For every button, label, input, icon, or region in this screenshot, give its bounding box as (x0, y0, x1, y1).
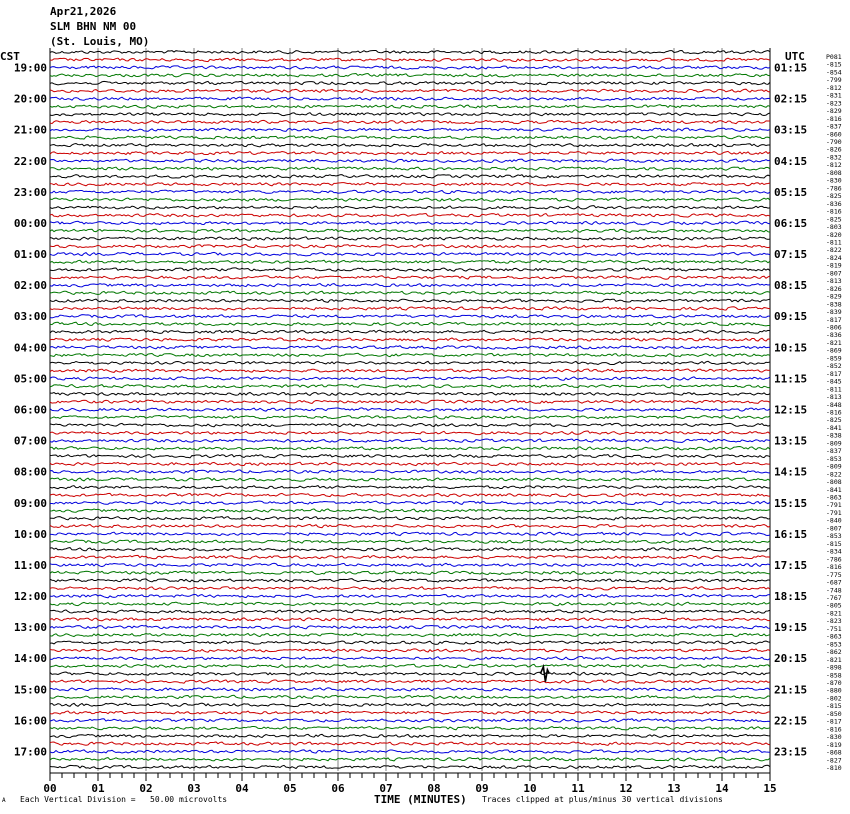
left-hour-label: 06:00 (13, 403, 47, 417)
trace-value-label: -802 (826, 694, 842, 703)
seismic-trace (50, 664, 770, 668)
trace-value-label: -831 (826, 91, 842, 100)
seismic-trace (50, 128, 770, 131)
seismic-trace (50, 470, 770, 473)
trace-value-label: -791 (826, 501, 842, 510)
trace-value-label: -816 (826, 408, 842, 417)
left-hour-label: 15:00 (13, 683, 47, 697)
left-hour-label: 23:00 (13, 185, 47, 199)
seismic-trace (50, 610, 770, 613)
trace-value-label: -811 (826, 238, 842, 247)
trace-value-label: -880 (826, 686, 842, 695)
seismic-trace (50, 455, 770, 458)
x-axis-title: TIME (MINUTES) (374, 793, 467, 806)
seismic-trace (50, 206, 770, 210)
seismic-trace (50, 361, 770, 364)
seismic-trace (50, 734, 770, 737)
right-hour-label: 12:15 (774, 403, 808, 417)
right-hour-label: 02:15 (774, 92, 808, 106)
x-tick-label: 01 (91, 782, 105, 795)
seismic-trace (50, 190, 770, 193)
trace-value-label: -816 (826, 563, 842, 572)
seismic-trace (50, 144, 770, 147)
x-tick-label: 03 (187, 782, 201, 795)
seismic-trace (50, 587, 770, 590)
trace-value-label: -827 (826, 756, 842, 765)
trace-value-label: -858 (826, 671, 842, 680)
trace-value-label: -841 (826, 423, 842, 432)
trace-value-label: -848 (826, 400, 842, 409)
scale-note: Each Vertical Division = 50.00 microvolts (20, 795, 228, 804)
seismic-trace (50, 602, 770, 605)
seismic-trace (50, 284, 770, 287)
seismic-trace (50, 446, 770, 450)
trace-value-label: -826 (826, 284, 842, 293)
seismic-trace (50, 618, 770, 621)
seismic-trace (50, 276, 770, 279)
left-hour-label: 08:00 (13, 465, 47, 479)
trace-value-label: -853 (826, 532, 842, 541)
trace-value-label: -817 (826, 315, 842, 324)
seismic-trace (50, 719, 770, 722)
trace-value-label: -869 (826, 346, 842, 355)
seismic-trace (50, 97, 770, 100)
seismic-trace (50, 672, 770, 676)
trace-value-label: -845 (826, 377, 842, 386)
trace-value-label: -751 (826, 624, 842, 633)
left-hour-label: 09:00 (13, 496, 47, 510)
trace-value-label: -859 (826, 354, 842, 363)
trace-value-label: -775 (826, 570, 842, 579)
trace-value-label: -829 (826, 292, 842, 301)
trace-value-label: -815 (826, 702, 842, 711)
seismic-trace (50, 322, 770, 326)
seismic-trace (50, 462, 770, 465)
seismic-trace (50, 221, 770, 225)
clip-note: Traces clipped at plus/minus 30 vertical divisions (482, 795, 723, 804)
seismic-trace (50, 245, 770, 248)
seismic-trace (50, 385, 770, 388)
seismic-trace (50, 509, 770, 512)
seismic-trace (50, 346, 770, 350)
trace-value-label: -816 (826, 207, 842, 216)
seismic-trace (50, 81, 770, 84)
seismic-trace (50, 112, 770, 115)
seismic-trace (50, 291, 770, 294)
trace-value-label: -825 (826, 192, 842, 201)
seismic-trace (50, 120, 770, 123)
left-hour-label: 12:00 (13, 590, 47, 604)
trace-value-label: -813 (826, 277, 842, 286)
seismic-trace (50, 353, 770, 356)
left-hour-label: 05:00 (13, 372, 47, 386)
trace-value-label: -786 (826, 555, 842, 564)
seismic-trace (50, 229, 770, 232)
seismic-trace (50, 501, 770, 504)
seismic-trace (50, 524, 770, 527)
trace-value-label: -840 (826, 516, 842, 525)
header-location: (St. Louis, MO) (50, 35, 150, 48)
trace-value-label: -767 (826, 593, 842, 602)
seismic-trace (50, 66, 770, 69)
trace-value-label: -816 (826, 114, 842, 123)
trace-value-label: -807 (826, 269, 842, 278)
trace-value-label: -819 (826, 740, 842, 749)
trace-value-label: -852 (826, 362, 842, 371)
trace-value-label: -829 (826, 107, 842, 116)
seismic-trace (50, 563, 770, 566)
x-tick-label: 09 (475, 782, 489, 795)
trace-value-label: -832 (826, 153, 842, 162)
seismic-trace (50, 750, 770, 753)
right-hour-label: 11:15 (774, 372, 808, 386)
trace-value-label: -807 (826, 524, 842, 533)
trace-value-label: -841 (826, 485, 842, 494)
trace-value-label: -823 (826, 617, 842, 626)
left-hour-label: 17:00 (13, 745, 47, 759)
trace-value-label: -825 (826, 215, 842, 224)
left-hour-label: 20:00 (13, 92, 47, 106)
seismic-trace (50, 167, 770, 170)
right-hour-label: 10:15 (774, 341, 808, 355)
left-hour-label: 13:00 (13, 621, 47, 635)
seismic-trace (50, 377, 770, 380)
seismic-trace (50, 758, 770, 761)
left-hour-label: 10:00 (13, 527, 47, 541)
trace-value-label: -822 (826, 246, 842, 255)
trace-value-label: -817 (826, 369, 842, 378)
trace-value-label: -815 (826, 539, 842, 548)
right-hour-label: 15:15 (774, 496, 808, 510)
seismic-trace (50, 338, 770, 341)
trace-value-label: -825 (826, 416, 842, 425)
trace-value-label: -790 (826, 138, 842, 147)
x-tick-label: 07 (379, 782, 393, 795)
seismic-trace (50, 439, 770, 443)
trace-value-label: -811 (826, 385, 842, 394)
seismic-trace (50, 74, 770, 77)
right-hour-label: 06:15 (774, 216, 808, 230)
right-hour-label: 03:15 (774, 123, 808, 137)
seismic-trace (50, 486, 770, 489)
trace-value-label: -820 (826, 230, 842, 239)
x-tick-label: 13 (667, 782, 681, 795)
left-hour-label: 19:00 (13, 61, 47, 75)
seismic-trace (50, 423, 770, 426)
trace-value-label: -836 (826, 331, 842, 340)
seismic-trace (50, 182, 770, 185)
trace-value-label: -748 (826, 586, 842, 595)
header-station: SLM BHN NM 00 (50, 20, 137, 33)
left-hour-label: 00:00 (13, 216, 47, 230)
trace-value-label: -803 (826, 223, 842, 232)
right-hour-label: 13:15 (774, 434, 808, 448)
seismic-trace (50, 159, 770, 162)
trace-value-label: -898 (826, 663, 842, 672)
seismic-trace (50, 656, 770, 660)
trace-value-label: -854 (826, 68, 842, 77)
trace-value-label: -812 (826, 161, 842, 170)
trace-value-label: -834 (826, 547, 842, 556)
x-tick-label: 14 (715, 782, 729, 795)
right-hour-label: 04:15 (774, 154, 808, 168)
trace-value-label: -837 (826, 122, 842, 131)
trace-value-label: -808 (826, 168, 842, 177)
header-date: Apr21,2026 (50, 5, 117, 18)
x-tick-label: 05 (283, 782, 297, 795)
right-hour-label: 17:15 (774, 558, 808, 572)
trace-value-label: -863 (826, 493, 842, 502)
trace-value-label: -813 (826, 393, 842, 402)
seismic-trace (50, 579, 770, 582)
seismic-trace (50, 594, 770, 597)
seismic-trace (50, 214, 770, 218)
trace-value-label: -823 (826, 99, 842, 108)
x-tick-label: 15 (763, 782, 777, 795)
right-hour-label: 23:15 (774, 745, 808, 759)
right-hour-label: 20:15 (774, 652, 808, 666)
seismic-trace (50, 625, 770, 628)
trace-value-label: -819 (826, 261, 842, 270)
trace-value-label: -816 (826, 725, 842, 734)
seismic-trace (50, 105, 770, 108)
seismic-trace (50, 431, 770, 435)
trace-value-label: -862 (826, 648, 842, 657)
trace-value-label: -822 (826, 470, 842, 479)
left-hour-label: 01:00 (13, 248, 47, 262)
trace-value-label: -810 (826, 764, 842, 772)
trace-value-label: -687 (826, 578, 842, 587)
trace-value-label: -815 (826, 60, 842, 69)
seismic-trace (50, 478, 770, 481)
right-hour-label: 22:15 (774, 714, 808, 728)
seismic-trace (50, 517, 770, 520)
x-tick-label: 11 (571, 782, 585, 795)
seismic-trace (50, 555, 770, 559)
left-hour-label: 07:00 (13, 434, 47, 448)
x-tick-label: 02 (139, 782, 153, 795)
trace-value-label: -837 (826, 447, 842, 456)
right-hour-label: 16:15 (774, 527, 808, 541)
trace-value-label: -806 (826, 323, 842, 332)
trace-value-label: -863 (826, 632, 842, 641)
trace-value-label: -809 (826, 462, 842, 471)
seismic-trace (50, 198, 770, 201)
trace-value-label: -853 (826, 454, 842, 463)
right-hour-label: 08:15 (774, 279, 808, 293)
trace-value-label: -868 (826, 748, 842, 757)
trace-value-label: -817 (826, 717, 842, 726)
trace-value-label: -821 (826, 338, 842, 347)
trace-value-label: -824 (826, 253, 842, 262)
left-hour-label: 21:00 (13, 123, 47, 137)
seismic-trace (50, 633, 770, 636)
x-tick-label: 08 (427, 782, 441, 795)
trace-value-label: -839 (826, 308, 842, 317)
seismic-trace (50, 711, 770, 714)
seismic-trace (50, 175, 770, 178)
seismic-trace (50, 299, 770, 302)
seismic-trace (50, 680, 770, 683)
right-timezone-label: UTC (785, 50, 805, 63)
seismic-trace (50, 571, 770, 575)
trace-value-label: -799 (826, 76, 842, 85)
seismic-trace (50, 307, 770, 310)
trace-value-label: -850 (826, 709, 842, 718)
seismic-trace (50, 252, 770, 255)
seismic-trace (50, 703, 770, 706)
seismic-trace (50, 151, 770, 154)
trace-value-label: -812 (826, 83, 842, 92)
corner-mark: A (2, 797, 6, 804)
seismic-trace (50, 260, 770, 263)
seismic-trace (50, 408, 770, 411)
trace-value-label: -870 (826, 678, 842, 687)
seismic-trace (50, 548, 770, 552)
trace-value-label: -808 (826, 478, 842, 487)
trace-value-label: -838 (826, 431, 842, 440)
trace-value-label: -830 (826, 733, 842, 742)
right-hour-label: 21:15 (774, 683, 808, 697)
x-tick-label: 12 (619, 782, 633, 795)
seismic-trace (50, 400, 770, 403)
trace-value-label: -805 (826, 601, 842, 610)
trace-value-label: -830 (826, 176, 842, 185)
left-timezone-label: CST (0, 50, 20, 63)
seismic-trace (50, 315, 770, 318)
trace-value-label: P081 (826, 53, 842, 61)
seismic-trace (50, 330, 770, 334)
trace-value-label: -838 (826, 300, 842, 309)
seismic-trace (50, 268, 770, 271)
right-hour-label: 07:15 (774, 248, 808, 262)
x-tick-label: 06 (331, 782, 345, 795)
right-hour-label: 01:15 (774, 61, 808, 75)
seismic-trace (50, 392, 770, 395)
seismic-trace (50, 416, 770, 419)
seismic-trace (50, 688, 770, 691)
seismic-trace (50, 532, 770, 535)
trace-value-label: -786 (826, 184, 842, 193)
right-hour-label: 09:15 (774, 310, 808, 324)
trace-value-label: -821 (826, 655, 842, 664)
seismic-trace (50, 237, 770, 240)
right-hour-label: 19:15 (774, 621, 808, 635)
seismic-trace (50, 726, 770, 729)
left-hour-label: 02:00 (13, 279, 47, 293)
right-hour-label: 05:15 (774, 185, 808, 199)
x-tick-label: 10 (523, 782, 537, 795)
trace-value-label: -826 (826, 145, 842, 154)
trace-value-label: -853 (826, 640, 842, 649)
left-hour-label: 03:00 (13, 310, 47, 324)
seismic-trace (50, 50, 770, 53)
seismic-trace (50, 765, 770, 768)
x-tick-label: 00 (43, 782, 57, 795)
trace-value-label: -836 (826, 199, 842, 208)
seismic-trace (50, 58, 770, 61)
seismic-trace (50, 493, 770, 496)
trace-value-label: -821 (826, 609, 842, 618)
seismic-trace (50, 540, 770, 543)
seismic-trace (50, 649, 770, 652)
right-hour-label: 14:15 (774, 465, 808, 479)
left-hour-label: 22:00 (13, 154, 47, 168)
seismic-trace (50, 136, 770, 139)
seismic-trace (50, 695, 770, 698)
left-hour-label: 16:00 (13, 714, 47, 728)
left-hour-label: 04:00 (13, 341, 47, 355)
seismic-trace (50, 369, 770, 372)
x-tick-label: 04 (235, 782, 249, 795)
trace-value-label: -860 (826, 130, 842, 139)
seismic-trace (50, 742, 770, 745)
seismic-trace (50, 641, 770, 644)
trace-value-label: -809 (826, 439, 842, 448)
right-hour-label: 18:15 (774, 590, 808, 604)
left-hour-label: 14:00 (13, 652, 47, 666)
trace-value-label: -791 (826, 508, 842, 517)
left-hour-label: 11:00 (13, 558, 47, 572)
seismic-trace (50, 89, 770, 92)
